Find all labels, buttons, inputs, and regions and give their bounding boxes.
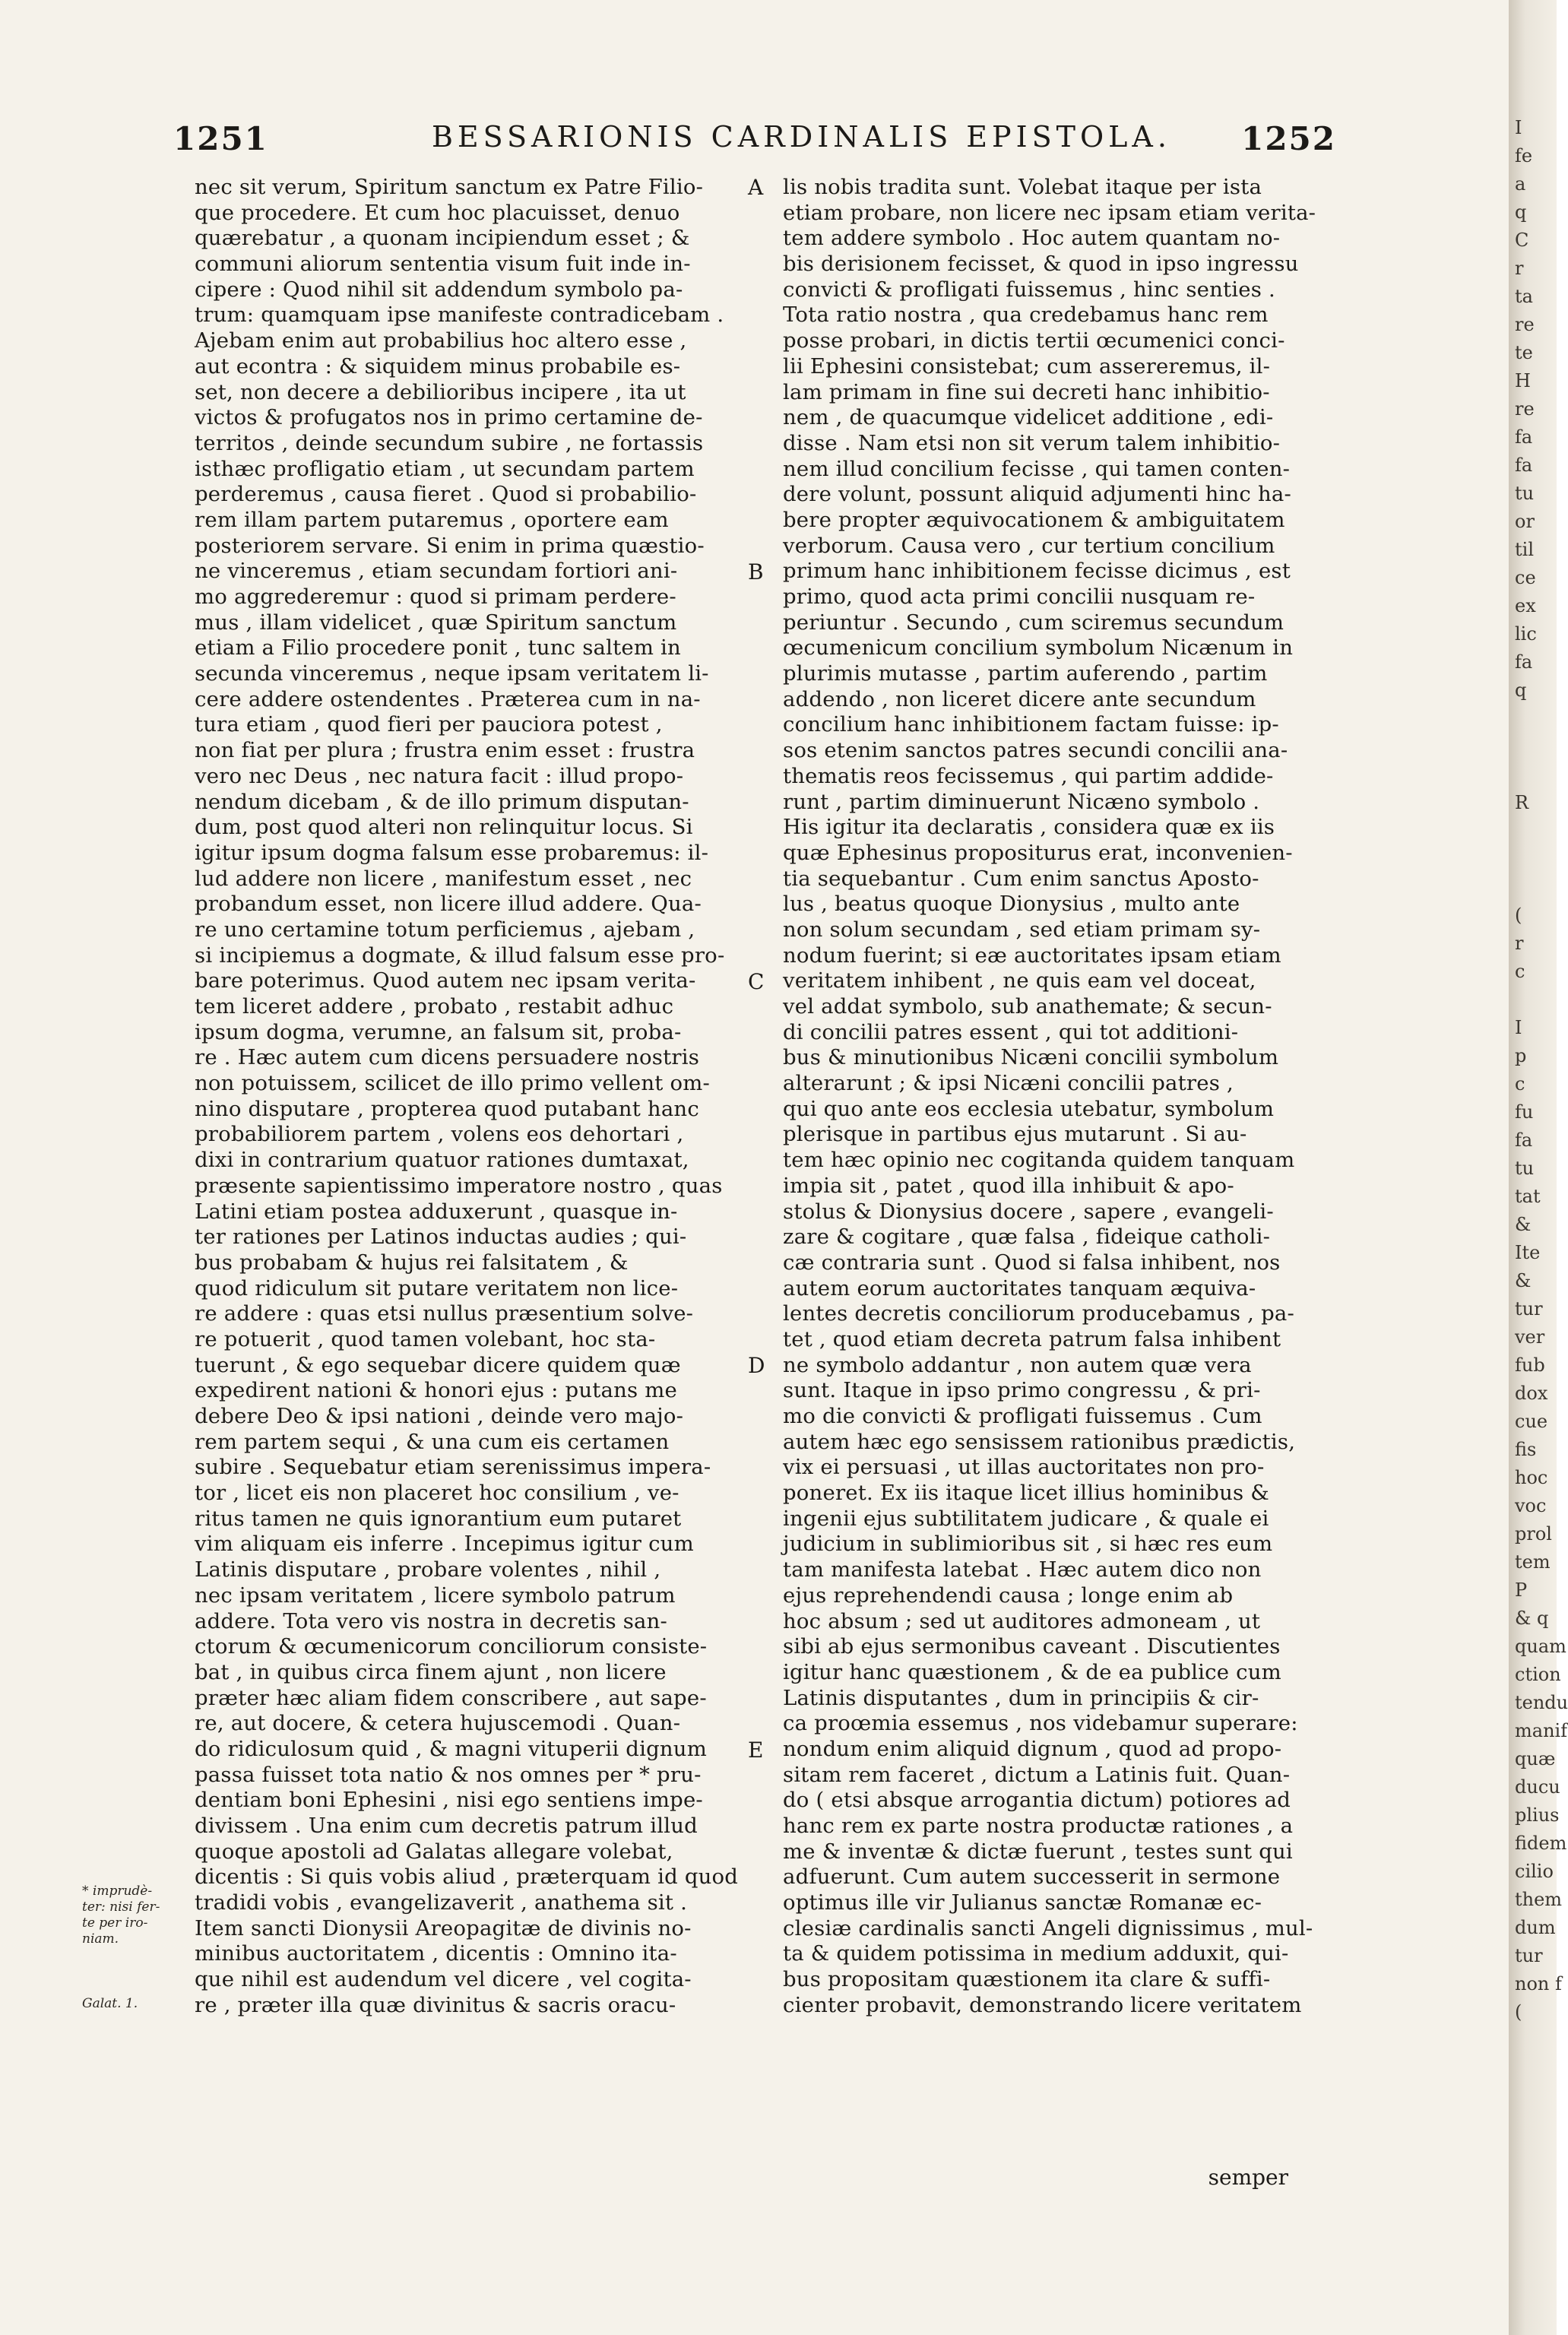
right-column-line: clesiæ cardinalis sancti Angeli dignissimus , mul-	[783, 1915, 1313, 1941]
margin-note-line: niam.	[82, 1931, 119, 1947]
facing-page-fragment: ction	[1515, 1664, 1561, 1685]
right-column-line: sibi ab ejus sermonibus caveant . Discutientes	[783, 1634, 1281, 1659]
right-column-line: plurimis mutasse , partim auferendo , partim	[783, 661, 1268, 686]
left-column-line: rem partem sequi , & una cum eis certamen	[195, 1429, 670, 1454]
facing-page-fragment: fa	[1515, 426, 1533, 448]
right-text-column	[783, 175, 1332, 2019]
facing-page-fragment: them	[1515, 1889, 1563, 1910]
left-column-line: ritus tamen ne quis ignorantium eum putaret	[195, 1506, 682, 1531]
section-letter: A	[748, 175, 764, 200]
right-column-line: verborum. Causa vero , cur tertium concilium	[783, 533, 1275, 558]
right-column-line: lus , beatus quoque Dionysius , multo ante	[783, 892, 1240, 917]
left-column-line: tem liceret addere , probato , restabit adhuc	[195, 994, 674, 1019]
right-column-line: ingenii ejus subtilitatem judicare , & quale ei	[783, 1506, 1269, 1531]
left-column-line: si incipiemus a dogmate, & illud falsum esse pro-	[195, 943, 725, 968]
left-column-line: re addere : quas etsi nullus præsentium solve-	[195, 1301, 694, 1326]
facing-page-fragment: hoc	[1515, 1467, 1548, 1488]
right-column-line: ca proœmia essemus , nos videbamur superare:	[783, 1711, 1298, 1736]
right-column-line: poneret. Ex iis itaque licet illius hominibus &	[783, 1481, 1269, 1506]
right-column-line: posse probari, in dictis tertii œcumenici conci-	[783, 328, 1285, 353]
left-column-line: re potuerit , quod tamen volebant, hoc sta-	[195, 1326, 656, 1351]
facing-page-fragment: manif	[1515, 1720, 1568, 1741]
right-column-line: me & inventæ & dictæ fuerunt , testes sunt qui	[783, 1839, 1293, 1864]
facing-page-fragment: r	[1515, 258, 1524, 279]
right-column-line: bere propter æquivocationem & ambiguitatem	[783, 507, 1285, 532]
right-column-line: hanc rem ex parte nostra productæ rationes , a	[783, 1814, 1294, 1838]
facing-page-fragment: q	[1515, 680, 1527, 701]
facing-page-fragment: &	[1515, 1214, 1532, 1235]
left-column-line: aut econtra : & siquidem minus probabile es-	[195, 353, 681, 379]
left-column-line: nec ipsam veritatem , licere symbolo patrum	[195, 1583, 676, 1608]
right-column-line: optimus ille vir Julianus sanctæ Romanæ ec-	[783, 1890, 1262, 1915]
facing-page-fragment: R	[1515, 792, 1529, 813]
facing-page-fragment	[1509, 817, 1557, 845]
catchword: semper	[1208, 2165, 1288, 2190]
facing-page-edge	[1509, 0, 1568, 2335]
right-column-line: mo die convicti & profligati fuissemus . Cum	[783, 1404, 1262, 1428]
facing-page-fragment: fa	[1515, 455, 1533, 476]
facing-page-fragment: ta	[1515, 286, 1533, 307]
left-column-line: tor , licet eis non placeret hoc consilium , ve-	[195, 1481, 679, 1506]
right-column-line: vel addat symbolo, sub anathemate; & secun-	[783, 994, 1272, 1019]
right-column-line: primo, quod acta primi concilii nusquam re-	[783, 585, 1256, 609]
left-column-line: communi aliorum sententia visum fuit inde in-	[195, 252, 691, 277]
right-column-line: autem hæc ego sensissem rationibus prædictis,	[783, 1429, 1296, 1454]
left-column-line: bare poterimus. Quod autem nec ipsam verita-	[195, 968, 696, 993]
left-column-line: que nihil est audendum vel dicere , vel cogita-	[195, 1967, 692, 1992]
left-column-line: re . Hæc autem cum dicens persuadere nostris	[195, 1045, 700, 1070]
right-column-line: tem hæc opinio nec cogitanda quidem tanquam	[783, 1148, 1295, 1173]
left-column-line: nendum dicebam , & de illo primum disputan-	[195, 789, 689, 814]
left-column-line: addere. Tota vero vis nostra in decretis san-	[195, 1608, 668, 1633]
right-column-line: impia sit , patet , quod illa inhibuit & apo-	[783, 1173, 1234, 1198]
left-column-line: Item sancti Dionysii Areopagitæ de divinis no-	[195, 1915, 692, 1941]
right-column-line: stolus & Dionysius docere , sapere , evangeli-	[783, 1199, 1274, 1224]
right-column-line: qui quo ante eos ecclesia utebatur, symbolum	[783, 1096, 1275, 1121]
facing-page-fragment: I	[1515, 117, 1522, 138]
facing-page-fragment: cilio	[1515, 1861, 1554, 1882]
facing-page-fragment: Ite	[1515, 1242, 1541, 1263]
facing-page-fragment: r	[1515, 933, 1524, 954]
right-column-line: tet , quod etiam decreta patrum falsa inhibent	[783, 1326, 1281, 1351]
right-column-line: zare & cogitare , quæ falsa , fideique catholi-	[783, 1225, 1271, 1250]
left-column-line: Ajebam enim aut probabilius hoc altero esse ,	[195, 328, 687, 353]
right-column-line: thematis reos fecissemus , qui partim addide-	[783, 763, 1274, 788]
left-column-line: tuerunt , & ego sequebar dicere quidem quæ	[195, 1352, 681, 1377]
facing-page-fragment: p	[1515, 1045, 1527, 1066]
left-column-line: bus probabam & hujus rei falsitatem , &	[195, 1250, 629, 1275]
running-title: BESSARIONIS CARDINALIS EPISTOLA.	[432, 120, 1171, 154]
left-column-line: igitur ipsum dogma falsum esse probaremus: il-	[195, 840, 709, 865]
left-column-line: secunda vinceremus , neque ipsam veritatem li-	[195, 661, 709, 686]
facing-page-fragment: c	[1515, 961, 1525, 982]
facing-page-fragment: (	[1515, 2001, 1522, 2023]
left-column-line: que procedere. Et cum hoc placuisset, denuo	[195, 200, 680, 225]
left-column-line: do ridiculosum quid , & magni vituperii dignum	[195, 1736, 707, 1761]
right-column-line: lii Ephesini consistebat; cum assereremus, il-	[783, 353, 1271, 379]
right-column-line: ne symbolo addantur , non autem quæ vera	[783, 1352, 1252, 1377]
right-column-line: do ( etsi absque arrogantia dictum) potiores ad	[783, 1788, 1291, 1813]
left-column-line: trum: quamquam ipse manifeste contradicebam .	[195, 303, 724, 328]
right-column-line: nem illud concilium fecisse , qui tamen conten-	[783, 456, 1291, 481]
facing-page-fragment: q	[1515, 201, 1527, 223]
right-column-line: adfuerunt. Cum autem successerit in sermone	[783, 1865, 1281, 1890]
running-header	[173, 120, 1336, 163]
facing-page-fragment: fis	[1515, 1439, 1537, 1460]
left-column-line: lud addere non licere , manifestum esset , nec	[195, 866, 692, 891]
left-column-line: quod ridiculum sit putare veritatem non lice-	[195, 1275, 679, 1301]
section-letter: C	[748, 968, 765, 994]
right-column-line: runt , partim diminuerunt Nicæno symbolo .	[783, 789, 1260, 814]
left-column-line: Latini etiam postea adduxerunt , quasque in-	[195, 1199, 678, 1224]
margin-note-line: te per iro-	[82, 1915, 148, 1931]
facing-page-fragment: fub	[1515, 1354, 1545, 1376]
left-column-line: præsente sapientissimo imperatore nostro , quas	[195, 1173, 723, 1198]
left-column-line: cere addere ostendentes . Præterea cum in na-	[195, 686, 701, 711]
margin-note-galat	[82, 1996, 188, 2012]
left-column-line: dicentis : Si quis vobis aliud , præterquam id quod	[195, 1865, 739, 1890]
facing-page-fragment: a	[1515, 173, 1526, 195]
section-letter: B	[748, 559, 764, 585]
left-column-line: tradidi vobis , evangelizaverit , anathema sit .	[195, 1890, 688, 1915]
facing-page-fragment: non f	[1515, 1973, 1562, 1994]
facing-page-fragment	[1509, 845, 1557, 873]
left-column-line: ter rationes per Latinos inductas audies ; qui-	[195, 1225, 687, 1250]
right-column-line: Latinis disputantes , dum in principiis & cir-	[783, 1685, 1259, 1710]
right-column-line: lentes decretis conciliorum producebamus , pa-	[783, 1301, 1294, 1326]
right-column-line: cæ contraria sunt . Quod si falsa inhibent, nos	[783, 1250, 1281, 1275]
right-column-line: plerisque in partibus ejus mutarunt . Si au-	[783, 1122, 1247, 1147]
left-column-line: territos , deinde secundum subire , ne fortassis	[195, 430, 704, 455]
right-column-line: sos etenim sanctos patres secundi concilii ana-	[783, 738, 1288, 763]
facing-page-fragment: tat	[1515, 1186, 1541, 1207]
left-column-line: isthæc profligatio etiam , ut secundam partem	[195, 456, 695, 481]
left-column-line: probabiliorem partem , volens eos dehortari ,	[195, 1122, 684, 1147]
section-letter: E	[748, 1737, 764, 1763]
facing-page-fragment: ver	[1515, 1326, 1545, 1348]
facing-page-fragment: (	[1515, 905, 1522, 926]
facing-page-fragment: tur	[1515, 1298, 1543, 1320]
right-column-line: bus propositam quæstionem ita clare & suffi-	[783, 1967, 1271, 1992]
facing-page-fragment: prol	[1515, 1523, 1552, 1545]
right-column-line: Tota ratio nostra , qua credebamus hanc rem	[783, 303, 1269, 328]
facing-page-fragment: fu	[1515, 1101, 1534, 1123]
left-column-line: nino disputare , propterea quod putabant hanc	[195, 1096, 699, 1121]
right-column-line: sunt. Itaque in ipso primo congressu , & pri-	[783, 1378, 1261, 1403]
right-column-line: œcumenicum concilium symbolum Nicænum in	[783, 635, 1294, 661]
facing-page-fragment: cue	[1515, 1411, 1548, 1432]
page-number-left: 1251	[173, 120, 268, 157]
facing-page-fragment: voc	[1515, 1495, 1547, 1516]
right-column-line: tia sequebantur . Cum enim sanctus Aposto-	[783, 866, 1259, 891]
left-column-line: dentiam boni Ephesini , nisi ego sentiens impe-	[195, 1788, 703, 1813]
right-column-line: alterarunt ; & ipsi Nicæni concilii patres ,	[783, 1071, 1234, 1096]
left-column-line: divissem . Una enim cum decretis patrum illud	[195, 1814, 698, 1838]
left-column-line: passa fuisset tota natio & nos omnes per * pru-	[195, 1762, 702, 1787]
left-column-line: dixi in contrarium quatuor rationes dumtaxat,	[195, 1148, 689, 1173]
facing-page-fragment: fidem	[1515, 1833, 1567, 1854]
left-column-line: debere Deo & ipsi nationi , deinde vero majo-	[195, 1404, 684, 1428]
facing-page-fragment: dum	[1515, 1917, 1556, 1938]
right-column-line: addendo , non liceret dicere ante secundum	[783, 686, 1256, 711]
right-column-line: lam primam in fine sui decreti hanc inhibitio-	[783, 379, 1270, 404]
facing-page-fragment: te	[1515, 342, 1533, 363]
left-column-line: mus , illam videlicet , quæ Spiritum sanctum	[195, 610, 677, 635]
page-number-right: 1252	[1241, 120, 1336, 157]
right-column-line: His igitur ita declaratis , considera quæ ex iis	[783, 815, 1275, 840]
left-column-line: posteriorem servare. Si enim in prima quæstio-	[195, 533, 705, 558]
right-column-line: sitam rem faceret , dictum a Latinis fuit. Quan-	[783, 1762, 1291, 1787]
left-column-line: ipsum dogma, verumne, an falsum sit, proba-	[195, 1019, 682, 1044]
margin-note-line: * imprudè-	[82, 1884, 153, 1899]
facing-page-fragment: tur	[1515, 1945, 1543, 1966]
right-column-line: ejus reprehendendi causa ; longe enim ab	[783, 1583, 1234, 1608]
facing-page-fragment: tem	[1515, 1551, 1551, 1573]
facing-page-fragment: fa	[1515, 1129, 1533, 1151]
right-column-line: judicium in sublimioribus sit , si hæc res eum	[783, 1532, 1273, 1557]
facing-page-fragment: &	[1515, 1270, 1532, 1291]
facing-page-fragment: ex	[1515, 595, 1536, 616]
left-column-line: mo aggrederemur : quod si primam perdere-	[195, 585, 676, 609]
left-column-line: dum, post quod alteri non relinquitur locus. Si	[195, 815, 693, 840]
right-column-line: igitur hanc quæstionem , & de ea publice cum	[783, 1659, 1281, 1684]
section-letter: D	[748, 1353, 765, 1379]
right-column-line: non solum secundam , sed etiam primam sy-	[783, 917, 1261, 942]
right-column-line: autem eorum auctoritates tanquam æquiva-	[783, 1275, 1256, 1301]
right-column-line: dere volunt, possunt aliquid adjumenti hinc ha-	[783, 482, 1291, 507]
left-column-line: expedirent nationi & honori ejus : putans me	[195, 1378, 678, 1403]
left-column-line: non fiat per plura ; frustra enim esset : frustra	[195, 738, 695, 763]
left-column-line: etiam a Filio procedere ponit , tunc saltem in	[195, 635, 681, 661]
facing-page-fragment	[1509, 733, 1557, 761]
facing-page-fragment	[1509, 761, 1557, 789]
left-column-line: rem illam partem putaremus , oportere eam	[195, 507, 669, 532]
facing-page-fragment: quam	[1515, 1636, 1566, 1657]
left-column-line: probandum esset, non licere illud addere. Qua-	[195, 892, 702, 917]
facing-page-fragment: or	[1515, 511, 1535, 532]
left-column-line: re, aut docere, & cetera hujuscemodi . Quan-	[195, 1711, 681, 1736]
right-column-line: bis derisionem fecisset, & quod in ipso ingressu	[783, 252, 1299, 277]
left-column-line: vim aliquam eis inferre . Incepimus igitur cum	[195, 1532, 694, 1557]
right-column-line: nodum fuerint; si eæ auctoritates ipsam etiam	[783, 943, 1281, 968]
facing-page-fragment: dox	[1515, 1383, 1548, 1404]
right-column-line: veritatem inhibent , ne quis eam vel doceat,	[783, 968, 1256, 993]
facing-page-fragment: quæ	[1515, 1748, 1556, 1769]
right-column-line: vix ei persuasi , ut illas auctoritates non pro-	[783, 1455, 1265, 1480]
left-text-column	[195, 175, 739, 2019]
right-column-line: cienter probavit, demonstrando licere veritatem	[783, 1992, 1302, 2017]
left-column-line: perderemus , causa fieret . Quod si probabilio-	[195, 482, 697, 507]
left-column-line: ctorum & œcumenicorum conciliorum consiste-	[195, 1634, 708, 1659]
right-column-line: di concilii patres essent , qui tot additioni-	[783, 1019, 1239, 1044]
facing-page-fragment: fa	[1515, 651, 1533, 673]
facing-page-fragment: C	[1515, 230, 1529, 251]
left-column-line: subire . Sequebatur etiam serenissimus impera-	[195, 1455, 711, 1480]
facing-page-fragment: ducu	[1515, 1776, 1560, 1798]
left-column-line: tura etiam , quod fieri per pauciora potest ,	[195, 712, 663, 737]
facing-page-fragment: & q	[1515, 1608, 1549, 1629]
facing-page-fragment: tu	[1515, 483, 1535, 504]
left-column-line: nec sit verum, Spiritum sanctum ex Patre Filio-	[195, 175, 704, 199]
left-column-line: quoque apostoli ad Galatas allegare volebat,	[195, 1839, 673, 1864]
left-column-line: set, non decere a debilioribus incipere , ita ut	[195, 379, 686, 404]
facing-page-fragment: tu	[1515, 1158, 1535, 1179]
facing-page-fragment: tendu	[1515, 1692, 1568, 1713]
left-column-line: re uno certamine totum perficiemus , ajebam ,	[195, 917, 695, 942]
left-column-line: victos & profugatos nos in primo certamine de-	[195, 405, 703, 430]
left-column-line: quærebatur , a quonam incipiendum esset ; &	[195, 226, 690, 251]
facing-page-fragment: lic	[1515, 623, 1537, 645]
facing-page-fragment: H	[1515, 370, 1531, 391]
right-column-line: etiam probare, non licere nec ipsam etiam verita-	[783, 200, 1316, 225]
facing-page-fragment	[1509, 986, 1557, 1014]
margin-note-imprudenter	[82, 1884, 188, 1947]
left-column-line: vero nec Deus , nec natura facit : illud propo-	[195, 763, 684, 788]
right-column-line: nem , de quacumque videlicet additione , edi-	[783, 405, 1274, 430]
right-column-line: periuntur . Secundo , cum sciremus secundum	[783, 610, 1284, 635]
left-column-line: præter hæc aliam fidem conscribere , aut sape-	[195, 1685, 707, 1710]
right-column-line: primum hanc inhibitionem fecisse dicimus , est	[783, 559, 1291, 584]
right-column-line: ta & quidem potissima in medium adduxit, qui-	[783, 1941, 1289, 1966]
left-column-line: bat , in quibus circa finem ajunt , non licere	[195, 1659, 667, 1684]
right-column-line: lis nobis tradita sunt. Volebat itaque per ista	[783, 175, 1262, 199]
right-column-line: convicti & profligati fuissemus , hinc senties .	[783, 277, 1275, 302]
right-column-line: nondum enim aliquid dignum , quod ad propo-	[783, 1736, 1282, 1761]
left-column-line: re , præter illa quæ divinitus & sacris oracu-	[195, 1992, 676, 2017]
facing-page-fragment: re	[1515, 314, 1535, 335]
left-column-line: Latinis disputare , probare volentes , nihil ,	[195, 1557, 661, 1583]
margin-note-line: ter: nisi fer-	[82, 1899, 160, 1915]
facing-page-fragment: P	[1515, 1579, 1528, 1601]
facing-page-fragment: re	[1515, 398, 1535, 420]
facing-page-fragment: plius	[1515, 1804, 1560, 1826]
facing-page-fragment: c	[1515, 1073, 1525, 1095]
right-column-line: disse . Nam etsi non sit verum talem inhibitio-	[783, 430, 1281, 455]
facing-page-fragment: ce	[1515, 567, 1536, 588]
facing-page-fragment	[1509, 873, 1557, 901]
facing-page-fragment: til	[1515, 539, 1534, 560]
margin-note-line: Galat. 1.	[82, 1996, 138, 2011]
right-column-line: tem addere symbolo . Hoc autem quantam no-	[783, 226, 1281, 251]
left-column-line: minibus auctoritatem , dicentis : Omnino ita-	[195, 1941, 677, 1966]
facing-page-fragment: I	[1515, 1017, 1522, 1038]
left-column-line: non potuissem, scilicet de illo primo vellent om-	[195, 1071, 710, 1096]
right-column-line: quæ Ephesinus propositurus erat, inconvenien-	[783, 840, 1293, 865]
left-column-line: ne vinceremus , etiam secundam fortiori ani-	[195, 559, 678, 584]
right-column-line: bus & minutionibus Nicæni concilii symbolum	[783, 1045, 1279, 1070]
right-column-line: tam manifesta latebat . Hæc autem dico non	[783, 1557, 1262, 1583]
facing-page-fragment	[1509, 705, 1557, 733]
left-column-line: cipere : Quod nihil sit addendum symbolo pa-	[195, 277, 683, 302]
facing-page-fragment: fe	[1515, 145, 1533, 166]
right-column-line: hoc absum ; sed ut auditores admoneam , ut	[783, 1608, 1261, 1633]
right-column-line: concilium hanc inhibitionem factam fuisse: ip-	[783, 712, 1279, 737]
